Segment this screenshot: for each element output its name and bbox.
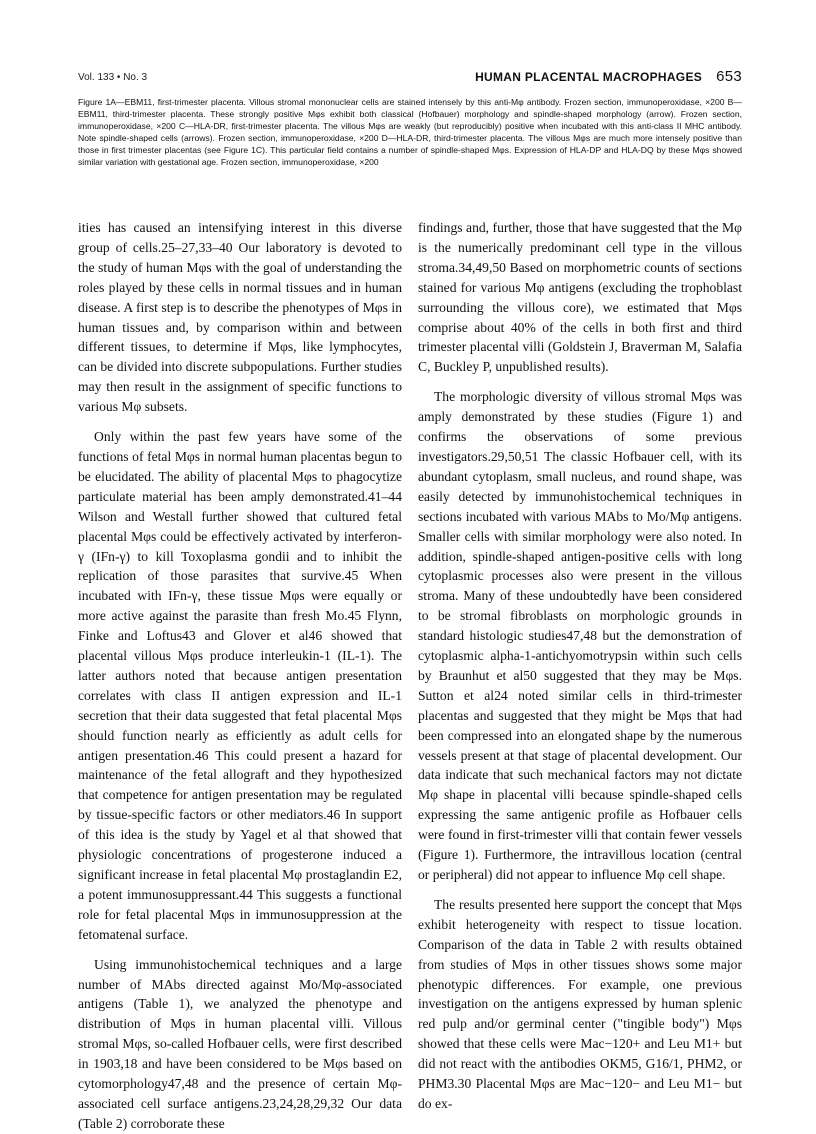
right-paragraph-1: findings and, further, those that have suggested that the Mφ is the numerically predominant cell type in the villous stroma.34,49,50 Based on morphometric counts of sections stained for various Mφ antigens (excluding the trophoblast surrounding the villous core), we estimated that Mφs comprise about 40% of the cells in both first and third trimester placental villi (Goldstein J, Braverman M, Salafia C, Buckley P, unpublished results).	[418, 220, 742, 375]
running-header	[475, 68, 742, 85]
volume-issue: Vol. 133 • No. 3	[78, 72, 148, 83]
left-paragraph-1: ities has caused an intensifying interest in this diverse group of cells.25–27,33–40 Our laboratory is devoted to the study of human Mφs with the goal of understanding the roles played by these cells in normal tissues and in human disease. A first step is to describe the phenotypes of Mφs in human tissues and, by comparison within and between different tissues, to determine if Mφs, like lymphocytes, can be divided into discrete subpopulations. Further studies may then result in the assignment of specific functions to various Mφ subsets.	[78, 220, 402, 415]
figure-caption	[78, 96, 742, 168]
left-paragraph-2: Only within the past few years have some of the functions of fetal Mφs in normal human placentas begun to be elucidated. The ability of placental Mφs to phagocytize particulate material has been amply demonstrated.41–44 Wilson and Westall further showed that cultured fetal placental Mφs could be effectively activated by interferon-γ (IFn-γ) to kill Toxoplasma gondii and to inhibit the replication of those parasites that survive.45 When incubated with IFn-γ, these tissue Mφs were equally or more active against the parasite than fresh Mo.45 Flynn, Finke and Loftus43 and Glover et al46 showed that placental villous Mφs produce interleukin-1 (IL-1). The latter authors noted that because antigen presentation correlates with class II antigen expression and IL-1 secretion that their data suggested that fetal placental Mφs should function nearly as efficiently as adult cells for antigen presentation.46 This could present a hazard for maintenance of the fetal allograft and they hypothesized that competence for antigen presentation may be regulated by tissue-specific factors or other mediators.46 In support of this idea is the study by Yagel et al that showed that physiologic concentrations of progesterone induced a significant increase in fetal placental Mφ prostaglandin E2, a potent immunosuppressant.44 This suggests a functional role for fetal placental Mφs in immunosuppression at the fetomatenal surface.	[78, 429, 402, 942]
left-paragraph-3: Using immunohistochemical techniques and a large number of MAbs directed against Mo/Mφ-associated antigens (Table 1), we analyzed the phenotype and distribution of Mφs in human placental villi. Villous stromal Mφs, so-called Hofbauer cells, were first described in 1903,18 and have been considered to be Mφs based on cytomorphology47,48 and the presence of certain Mφ-associated cell surface antigens.23,24,28,29,32 Our data (Table 2) corroborate these	[78, 956, 402, 1131]
right-paragraph-2: The morphologic diversity of villous stromal Mφs was amply demonstrated by these studies (Figure 1) and confirms the observations of some previous investigators.29,50,51 The classic Hofbauer cell, with its abundant cytoplasm, small nucleus, and round shape, was easily detected by immunohistochemical techniques in sections incubated with various MAbs to Mo/Mφ antigens. Smaller cells with similar morphology were also noted. In addition, spindle-shaped antigen-positive cells with long cytoplasmic processes also were present in the villous stroma. Many of these undoubtedly have been considered to be stromal fibroblasts on morphologic grounds in standard histologic studies47,48 but the demonstration of cytoplasmic alpha-1-antichyomotrypsin within such cells by Braunhut et al50 suggested that they may be Mφs. Sutton et al24 noted similar cells in third-trimester placentas and suggested that they might be Mφs that had been compressed into an elongated shape by the numerous vessels present at that stage of placental development. Our data indicate that such mechanical factors may not dictate Mφ shape in placental villi because spindle-shaped cells expressing the same antigenic profile as Hofbauer cells were found in first-trimester villi that contain fewer vessels (Figure 1). Furthermore, the intravillous location (central or peripheral) did not appear to influence Mφ cell shape.	[418, 389, 742, 882]
right-paragraph-3: The results presented here support the concept that Mφs exhibit heterogeneity with respect to tissue location. Comparison of the data in Table 2 with results obtained from studies of Mφs in other tissues shows some major phenotypic differences. For example, one previous investigation on the antigens expressed by human splenic red pulp and/or germinal center ("tingible body") Mφs showed that these cells were Mac−120+ and Leu M1+ but did not react with the antibodies OKM5, G16/1, PHM2, or PHM3.30 Placental Mφs are Mac−120− and Leu M1− but do ex-	[418, 896, 742, 1111]
left-column	[78, 218, 402, 1134]
page-number: 653	[716, 68, 742, 85]
figure-caption-text: Figure 1A—EBM11, first-trimester placenta. Villous stromal mononuclear cells are stained intensely by this anti-Mφ antibody. Frozen section, immunoperoxidase, ×200 B—EBM11, third-trimester placenta. These strongly positive Mφs exhibit both classical (Hofbauer) morphology and spindle-shaped morphology (arrow). Frozen section, immunoperoxidase, ×200 C—HLA-DR, first-trimester placenta. The villous Mφs are weakly (but reproducibly) positive when incubated with this anti-class II MHC antibody. Note spindle-shaped cells (arrows). Frozen section, immunoperoxidase, ×200 D—HLA-DR, third-trimester placenta. The villous Mφs are much more intensely positive than those in first trimester placentas (see Figure 1C). This particular field contains a number of spindle-shaped Mφs. Expression of HLA-DP and HLA-DQ by these Mφs showed similar variation with gestational age. Frozen section, immunoperoxidase, ×200	[78, 97, 742, 167]
right-column	[418, 218, 742, 1114]
running-title: HUMAN PLACENTAL MACROPHAGES	[475, 70, 703, 84]
